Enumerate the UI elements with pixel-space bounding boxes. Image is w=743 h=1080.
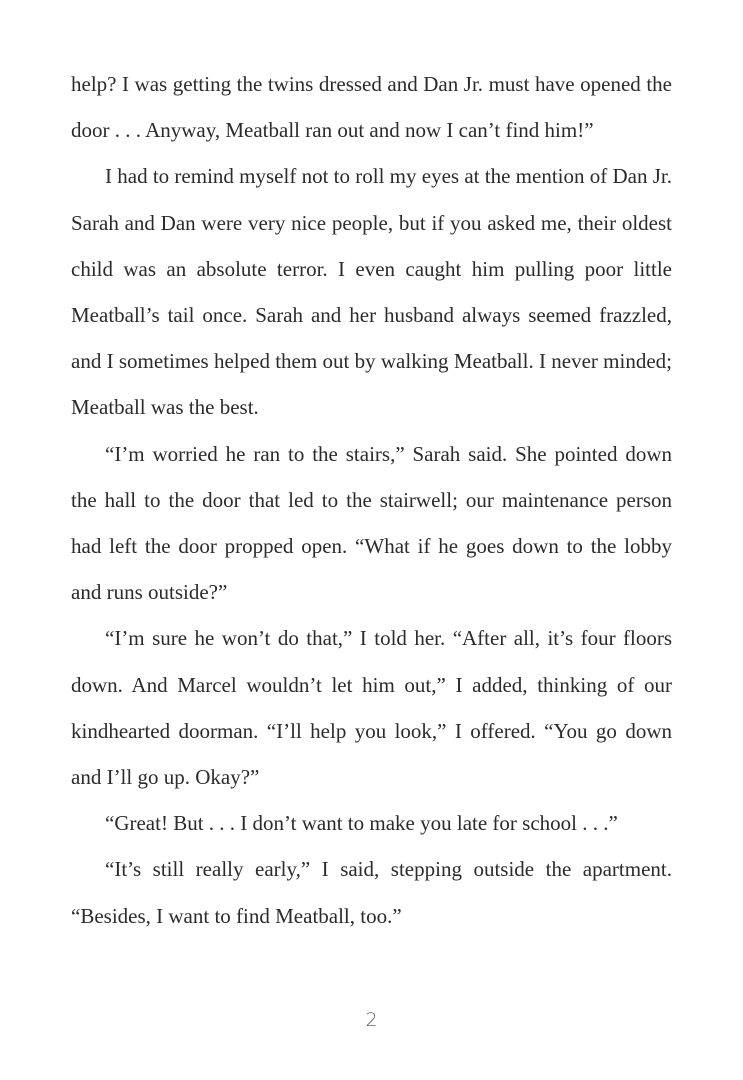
page-number: 2 bbox=[365, 1009, 378, 1031]
paragraph-3: “I’m worried he ran to the stairs,” Sarah said. She pointed down the hall to the door that led to the stairwell; our maintenance person had left the door propped open. “What if he goes down to the lobby and runs outside?” bbox=[71, 441, 672, 605]
paragraph-1: help? I was getting the twins dressed and Dan Jr. must have opened the door . . . Anyway, Meatball ran out and now I can’t find him!” bbox=[71, 72, 672, 143]
paragraph-6: “It’s still really early,” I said, stepping outside the apartment. “Besides, I want to find Meatball, too.” bbox=[71, 857, 672, 928]
paragraph-4: “I’m sure he won’t do that,” I told her. “After all, it’s four floors down. And Marcel wouldn’t let him out,” I added, thinking of our kindhearted doorman. “I’ll help you look,” I offered. “You go down and I’ll go up. Okay?” bbox=[71, 626, 672, 790]
body-text bbox=[71, 61, 672, 939]
paragraph-2: I had to remind myself not to roll my eyes at the mention of Dan Jr. Sarah and Dan were very nice people, but if you asked me, their oldest child was an absolute terror. I even caught him pulling poor little Meatball’s tail once. Sarah and her husband always seemed frazzled, and I sometimes helped them out by walking Meatball. I never minded; Meatball was the best. bbox=[71, 164, 672, 420]
paragraph-5: “Great! But . . . I don’t want to make you late for school . . .” bbox=[105, 811, 618, 836]
